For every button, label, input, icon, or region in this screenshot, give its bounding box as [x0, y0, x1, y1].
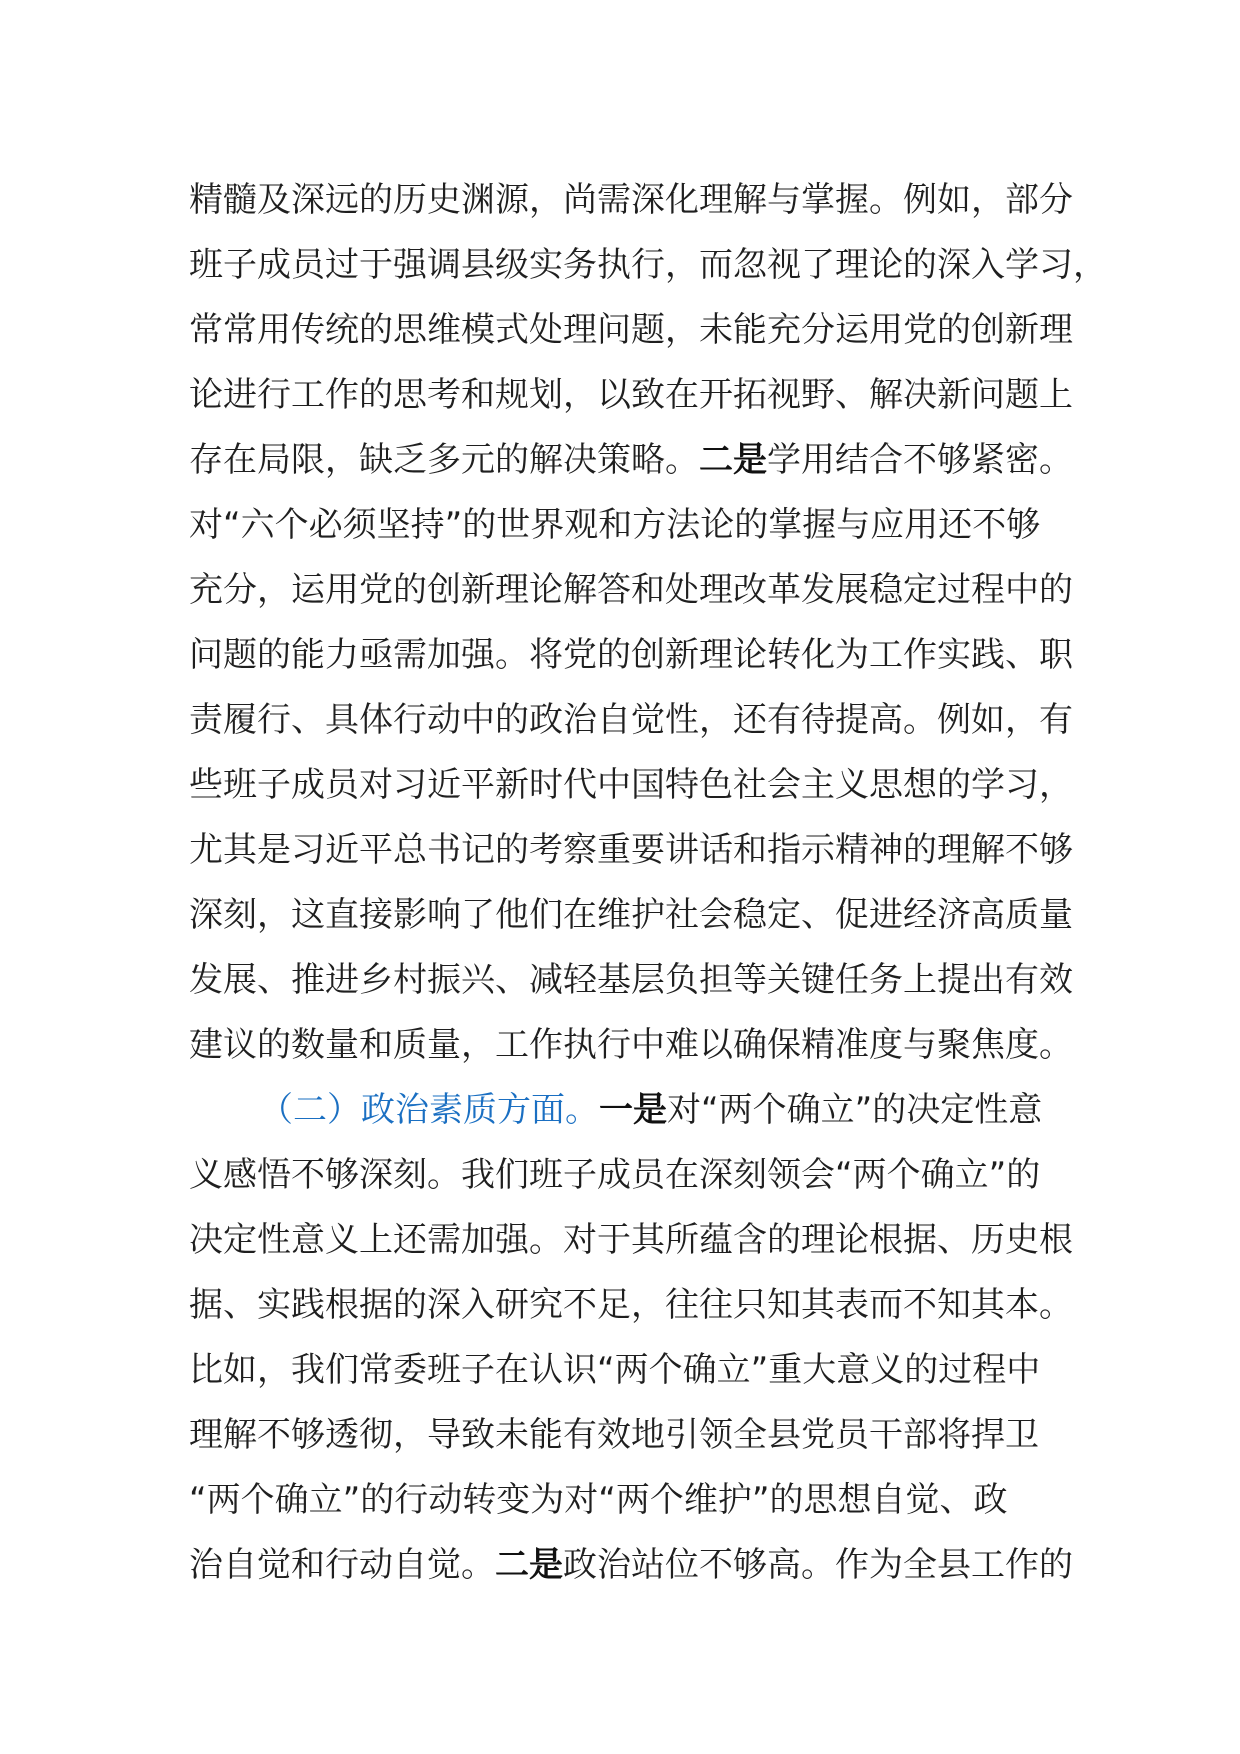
text-line-10: 些班子成员对习近平新时代中国特色社会主义思想的学习， — [189, 765, 1073, 805]
text-line-15: （二）政治素质方面。一是对“两个确立”的决定性意 — [259, 1090, 1043, 1130]
text-line-9: 责履行、具体行动中的政治自觉性，还有待提高。例如，有 — [189, 700, 1073, 740]
text-line-13: 发展、推进乡村振兴、减轻基层负担等关键任务上提出有效 — [189, 960, 1073, 1000]
text-line-12: 深刻，这直接影响了他们在维护社会稳定、促进经济高质量 — [189, 895, 1073, 935]
text-line-5: 存在局限，缺乏多元的解决策略。二是学用结合不够紧密。 — [189, 440, 1073, 480]
text-line-20: 理解不够透彻，导致未能有效地引领全县党员干部将捍卫 — [189, 1415, 1039, 1455]
section-heading: （二）政治素质方面。 — [259, 1090, 599, 1130]
text-line-4: 论进行工作的思考和规划，以致在开拓视野、解决新问题上 — [189, 375, 1073, 415]
text-line-11: 尤其是习近平总书记的考察重要讲话和指示精神的理解不够 — [189, 830, 1073, 870]
emphasis-second: 二是 — [495, 1545, 563, 1585]
text-line-6: 对“六个必须坚持”的世界观和方法论的掌握与应用还不够 — [189, 505, 1041, 545]
text-line-21: “两个确立”的行动转变为对“两个维护”的思想自觉、政 — [189, 1480, 1008, 1520]
text-line-18: 据、实践根据的深入研究不足，往往只知其表而不知其本。 — [189, 1285, 1073, 1325]
body-text — [189, 168, 1107, 1598]
text-line-3: 常常用传统的思维模式处理问题，未能充分运用党的创新理 — [189, 310, 1073, 350]
text-line-2: 班子成员过于强调县级实务执行，而忽视了理论的深入学习， — [189, 245, 1107, 285]
text-line-14: 建议的数量和质量，工作执行中难以确保精准度与聚焦度。 — [189, 1025, 1073, 1065]
text-line-19: 比如，我们常委班子在认识“两个确立”重大意义的过程中 — [189, 1350, 1041, 1390]
text-line-1: 精髓及深远的历史渊源，尚需深化理解与掌握。例如，部分 — [189, 180, 1073, 220]
text-line-8: 问题的能力亟需加强。将党的创新理论转化为工作实践、职 — [189, 635, 1073, 675]
text-line-22: 治自觉和行动自觉。二是政治站位不够高。作为全县工作的 — [189, 1545, 1073, 1585]
text-line-16: 义感悟不够深刻。我们班子成员在深刻领会“两个确立”的 — [189, 1155, 1041, 1195]
text-line-7: 充分，运用党的创新理论解答和处理改革发展稳定过程中的 — [189, 570, 1073, 610]
text-line-17: 决定性意义上还需加强。对于其所蕴含的理论根据、历史根 — [189, 1220, 1073, 1260]
emphasis-second: 二是 — [699, 440, 767, 480]
emphasis-first: 一是 — [599, 1090, 667, 1130]
